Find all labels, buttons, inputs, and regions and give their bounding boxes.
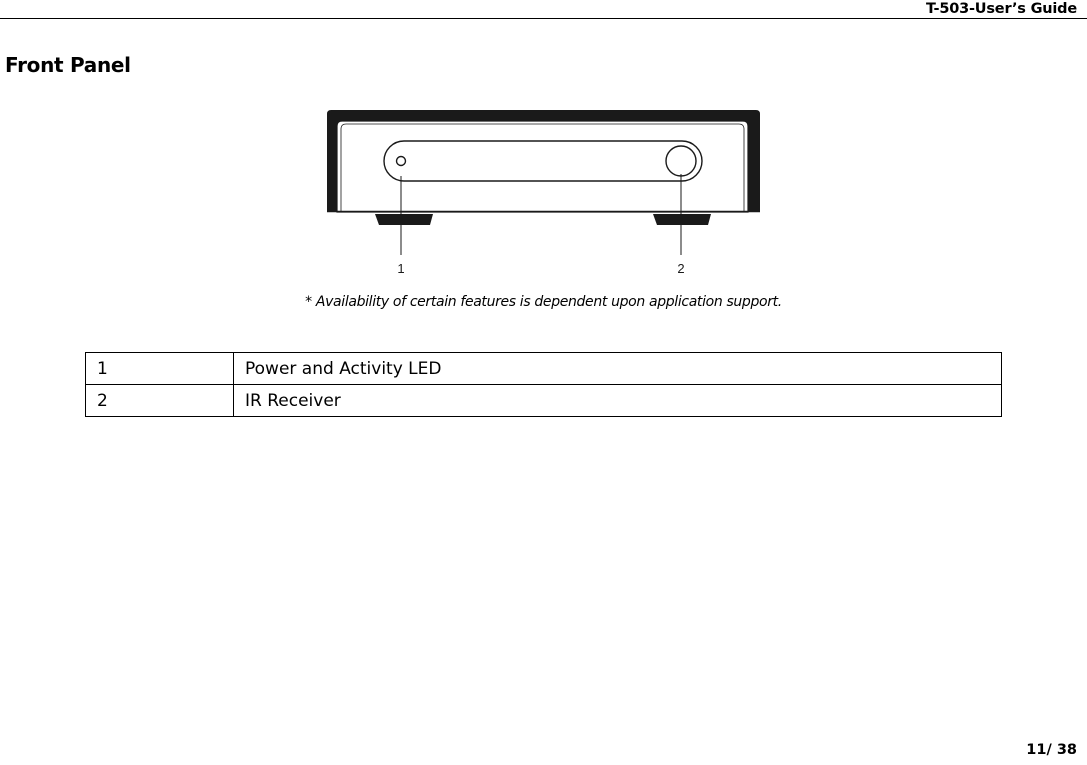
power-led-icon	[397, 157, 406, 166]
legend-number: 1	[86, 353, 234, 385]
section-title: Front Panel	[5, 53, 131, 77]
table-row	[86, 353, 1002, 385]
page-number: 11/ 38	[1026, 742, 1077, 758]
legend-description: IR Receiver	[234, 385, 1002, 417]
ir-receiver-icon	[666, 146, 696, 176]
table-row	[86, 385, 1002, 417]
front-panel-diagram	[320, 100, 770, 280]
front-display-window	[384, 141, 702, 181]
device-foot-right	[653, 214, 711, 225]
device-foot-left	[375, 214, 433, 225]
legend-number: 2	[86, 385, 234, 417]
document-header-title: T-503-User’s Guide	[925, 1, 1077, 17]
figure-footnote: * Availability of certain features is dependent upon application support.	[305, 294, 782, 310]
callout-label-2: 2	[677, 261, 685, 276]
legend-description: Power and Activity LED	[234, 353, 1002, 385]
legend-table	[85, 352, 1002, 417]
header-divider	[0, 18, 1087, 19]
callout-label-1: 1	[397, 261, 405, 276]
